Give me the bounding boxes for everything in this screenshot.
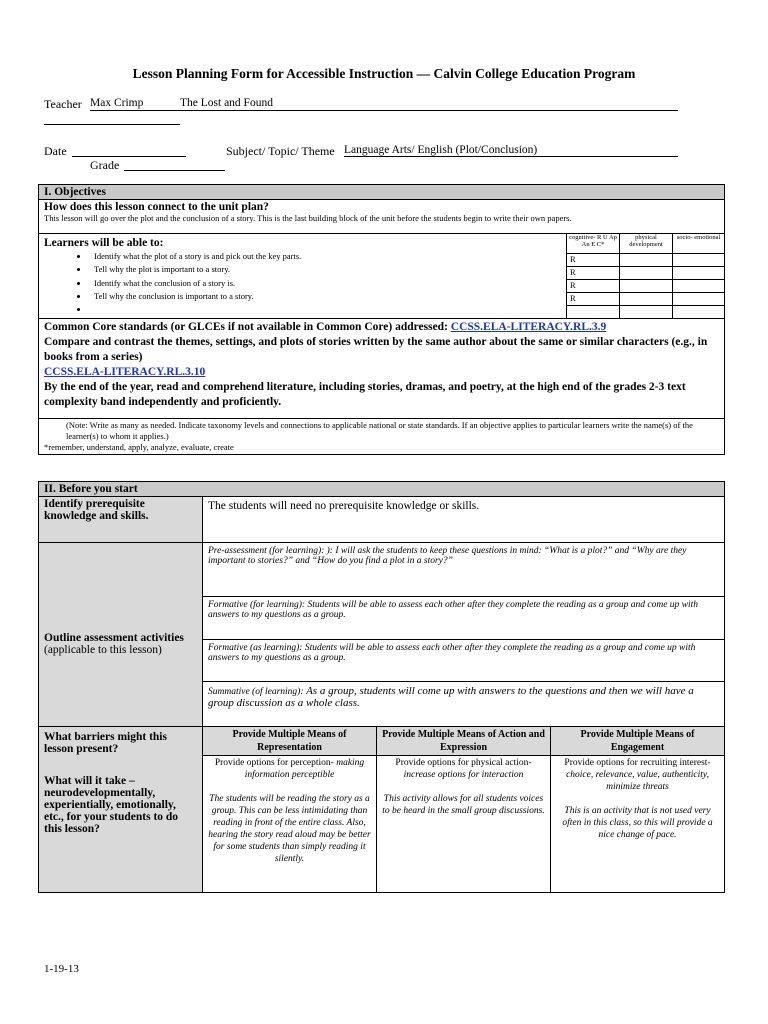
- formative-for-learning: Formative (for learning): Students will be able to assess each other after they complete the reading as a group and come up with answers to my questions as a group.: [203, 597, 725, 640]
- col3-lead: Provide options for recruiting interest-: [564, 758, 711, 768]
- assess-sub: (applicable to this lesson): [44, 644, 162, 656]
- formative-as-learning: Formative (as learning): Students will be able to assess each other after they complete the reading as a group and come up with answers to my questions as a group.: [203, 640, 725, 682]
- level-cell: R: [567, 293, 620, 306]
- before-heading: II. Before you start: [39, 482, 725, 497]
- list-item: • Identify what the plot of a story is and pick out the key parts.: [89, 250, 561, 263]
- objectives-heading: I. Objectives: [39, 185, 725, 200]
- col-engagement: Provide Multiple Means of Engagement: [551, 727, 725, 756]
- summative-text: As a group, students will come up with answers to the questions and then we will have a group discussion as a whole class.: [208, 685, 694, 709]
- date-label: Date: [44, 144, 67, 158]
- subject-label: Subject/ Topic/ Theme: [226, 144, 335, 158]
- col3-lead-italic: choice, relevance, value, authenticity, minimize threats: [566, 770, 709, 792]
- prereq-value: The students will need no prerequisite knowledge or skills.: [203, 497, 725, 543]
- grade-line: [124, 170, 225, 171]
- col-action-expression: Provide Multiple Means of Action and Expression: [377, 727, 551, 756]
- col-socio: socio- emotional: [673, 234, 725, 254]
- list-item: • Tell why the conclusion is important to a story.: [89, 290, 561, 303]
- learners-label: Learners will be able to:: [44, 237, 164, 249]
- teacher-value: Max Crimp: [90, 97, 144, 109]
- unit-answer: This lesson will go over the plot and the conclusion of a story. This is the last building block of the unit before the students begin to write their own papers.: [44, 213, 572, 223]
- col1-body: The students will be reading the story as a group. This can be less intimidating than reading in front of the entire class. Also, hearing the story read aloud may be better for some students than simply reading it silently.: [208, 794, 371, 864]
- teacher-line: [90, 110, 678, 111]
- assess-label: Outline assessment activities: [44, 632, 184, 644]
- take-label: What will it take – neurodevelopmentally, experientially, emotionally, etc., for your students to do this lesson?: [44, 775, 179, 835]
- pre-assessment: Pre-assessment (for learning): ): I will ask the students to keep these questions in mind: “What is a plot?” and “Why are they important to stories?” and “How do you find a plot in a story?”: [203, 543, 725, 597]
- unit-question: How does this lesson connect to the unit plan?: [44, 201, 269, 213]
- col2-lead: Provide options for physical action-: [395, 758, 532, 768]
- col2-lead-italic: increase options for interaction: [403, 770, 524, 780]
- col1-lead-italic: making information perceptible: [244, 758, 365, 780]
- objectives-table: [38, 184, 725, 455]
- grade-label: Grade: [90, 158, 120, 172]
- before-table: [38, 481, 725, 893]
- subject-value: Language Arts/ English (Plot/Conclusion): [344, 144, 538, 156]
- objectives-list: [44, 250, 561, 316]
- list-item: • Tell why the plot is important to a story.: [89, 263, 561, 276]
- col-representation: Provide Multiple Means of Representation: [203, 727, 377, 756]
- prereq-label: Identify prerequisite knowledge and skills.: [39, 497, 203, 543]
- lesson-title: The Lost and Found: [180, 97, 273, 109]
- teacher-line-2: [44, 124, 180, 125]
- level-cell: R: [567, 280, 620, 293]
- date-line: [72, 156, 186, 157]
- standard-text-rl-3-9: Compare and contrast the themes, settings, and plots of stories written by the same author about the same or similar characters (e.g., in books from a series): [44, 336, 708, 363]
- level-cell: R: [567, 267, 620, 280]
- standard-link-rl-3-9[interactable]: CCSS.ELA-LITERACY.RL.3.9: [450, 321, 607, 333]
- footer-date: 1-19-13: [44, 963, 79, 975]
- col-cognitive: cognitive- R U Ap An E C*: [567, 234, 620, 254]
- page-title: Lesson Planning Form for Accessible Instruction — Calvin College Education Program: [132, 66, 636, 81]
- level-cell: [567, 306, 620, 319]
- summative-label: Summative (of learning):: [208, 687, 304, 697]
- col2-body: This activity allows for all students voices to be heard in the small group discussions.: [382, 794, 545, 816]
- subject-line: [344, 156, 678, 157]
- barriers-label: What barriers might this lesson present?: [44, 731, 167, 755]
- col-physical: physical development: [620, 234, 673, 254]
- list-item: • Identify what the conclusion of a story is.: [89, 277, 561, 290]
- standard-link-rl-3-10[interactable]: CCSS.ELA-LITERACY.RL.3.10: [44, 366, 206, 378]
- standard-text-rl-3-10: By the end of the year, read and comprehend literature, including stories, dramas, and poetry, at the high end of the grades 2-3 text complexity band independently and proficiently.: [44, 381, 686, 408]
- objectives-note: (Note: Write as many as needed. Indicate taxonomy levels and connections to applicable national or state standards. If an objective applies to particular learners write the name(s) of the learner(s) to whom it applies.): [66, 420, 693, 441]
- standards-label: Common Core standards (or GLCEs if not available in Common Core) addressed:: [44, 321, 448, 333]
- list-item: [89, 303, 561, 316]
- level-cell: R: [567, 254, 620, 267]
- col3-body: This is an activity that is not used very often in this class, so this will provide a nice change of pace.: [562, 806, 713, 840]
- taxonomy-note: *remember, understand, apply, analyze, evaluate, create: [44, 442, 234, 452]
- col1-lead: Provide options for perception-: [214, 758, 334, 768]
- teacher-label: Teacher: [44, 97, 82, 111]
